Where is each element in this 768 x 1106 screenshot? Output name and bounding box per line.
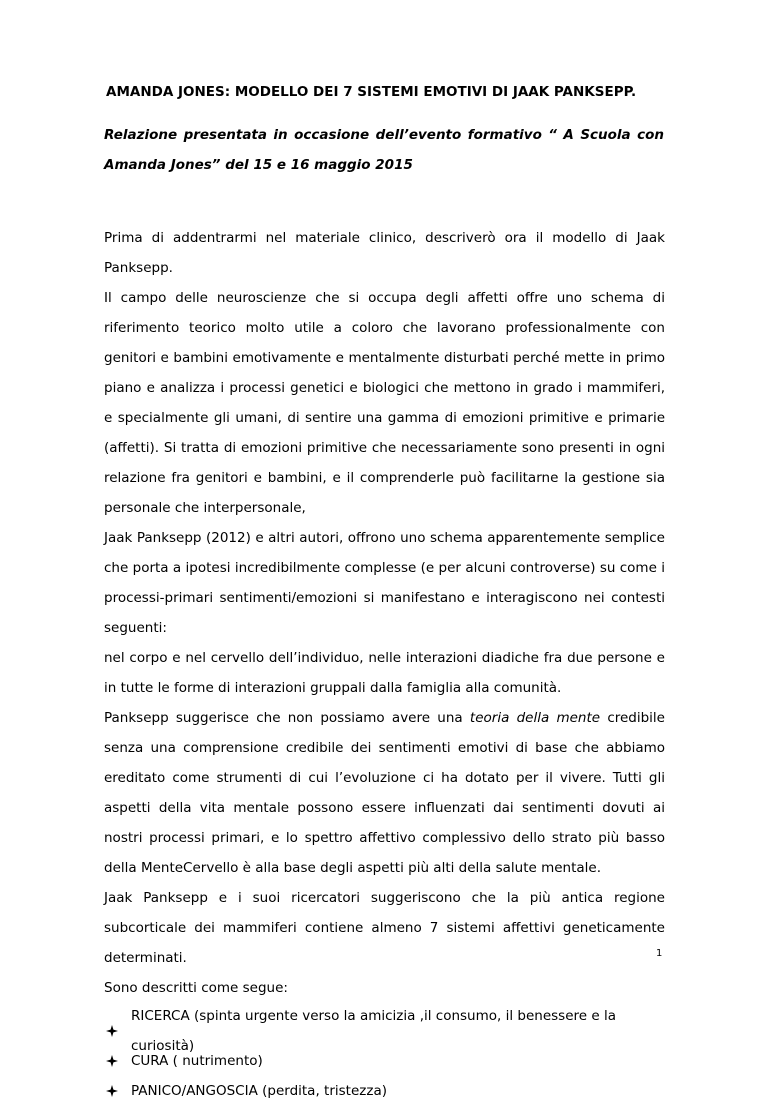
document-body [104,223,665,1106]
list-item-text: PANICO/ANGOSCIA (perdita, tristezza) [131,1083,387,1099]
emphasis-text: teoria della mente [469,710,601,726]
paragraph: Prima di addentrarmi nel materiale clinico, descriverò ora il modello di Jaak Panksepp. [104,230,665,276]
diamond-bullet-icon [106,1055,118,1067]
diamond-bullet-icon [106,1085,118,1097]
paragraph: Jaak Panksepp e i suoi ricercatori suggeriscono che la più antica regione subcorticale dei mammiferi contiene almeno 7 sistemi affettivi geneticamente determinati. [104,890,665,966]
paragraph: Sono descritti come segue: [104,980,288,996]
list-item [104,1008,665,1054]
page-number: 1 [656,948,663,959]
diamond-bullet-icon [106,1025,118,1037]
paragraph: Jaak Panksepp (2012) e altri autori, offrono uno schema apparentemente semplice che porta a ipotesi incredibilmente complesse (e per alcuni controverse) su come i processi-primari sentimenti/emozioni si manifestano e interagiscono nei contesti seguenti: [104,530,665,636]
emotional-systems-list [104,1008,665,1106]
paragraph-text: credibile senza una comprensione credibile dei sentimenti emotivi di base che abbiamo ereditato come strumenti di cui l’evoluzione ci ha dotato per il vivere. Tutti gli aspetti della vita mentale possono essere influenzati dai sentimenti dovuti ai nostri processi primari, e lo spettro affettivo complessivo dello strato più basso della MenteCervello è alla base degli aspetti più alti della salute mentale. [104,710,665,876]
document-subtitle: Relazione presentata in occasione dell’evento formativo “ A Scuola con Amanda Jones” del 15 e 16 maggio 2015 [104,127,664,173]
paragraph [104,703,665,883]
paragraph: nel corpo e nel cervello dell’individuo, nelle interazioni diadiche fra due persone e in tutte le forme di interazioni gruppali dalla famiglia alla comunità. [104,650,665,696]
list-item [104,1076,665,1106]
list-item-text: RICERCA (spinta urgente verso la amicizia ,il consumo, il benessere e la curiosità) [131,1008,616,1054]
list-item-text: CURA ( nutrimento) [131,1053,263,1069]
document-title: AMANDA JONES: MODELLO DEI 7 SISTEMI EMOTIVI DI JAAK PANKSEPP. [106,84,637,100]
paragraph-text: Panksepp suggerisce che non possiamo avere una [104,710,470,726]
paragraph: Il campo delle neuroscienze che si occupa degli affetti offre uno schema di riferimento teorico molto utile a coloro che lavorano professionalmente con genitori e bambini emotivamente e mentalmente disturbati perché mette in primo piano e analizza i processi genetici e biologici che mettono in grado i mammiferi, e specialmente gli umani, di sentire una gamma di emozioni primitive e primarie (affetti). Si tratta di emozioni primitive che necessariamente sono presenti in ogni relazione fra genitori e bambini, e il comprenderle può facilitarne la gestione sia personale che interpersonale, [104,290,665,516]
